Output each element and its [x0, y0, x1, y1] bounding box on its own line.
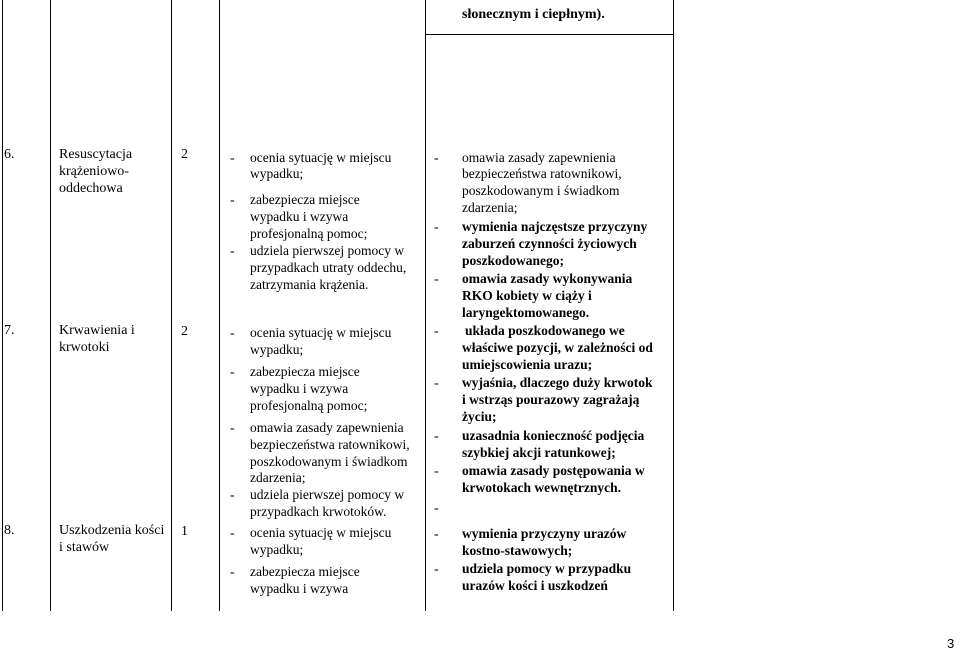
header-row-bottom-border [425, 34, 674, 35]
row-number: 8. [4, 523, 15, 538]
row-number: 6. [4, 147, 15, 162]
header-cell-text: słonecznym i ciepłnym). [462, 7, 605, 22]
hours-cell: 1 [181, 524, 188, 539]
hours-cell: 2 [181, 324, 188, 339]
table-border-left [2, 0, 3, 611]
page-number: 3 [947, 636, 955, 651]
row-number: 7. [4, 323, 15, 338]
table-divider-3 [219, 0, 220, 611]
table-divider-2 [171, 0, 172, 611]
hours-cell: 2 [181, 147, 188, 162]
table-divider-1 [50, 0, 51, 611]
table-border-right [673, 0, 674, 611]
table-divider-4 [425, 0, 426, 611]
